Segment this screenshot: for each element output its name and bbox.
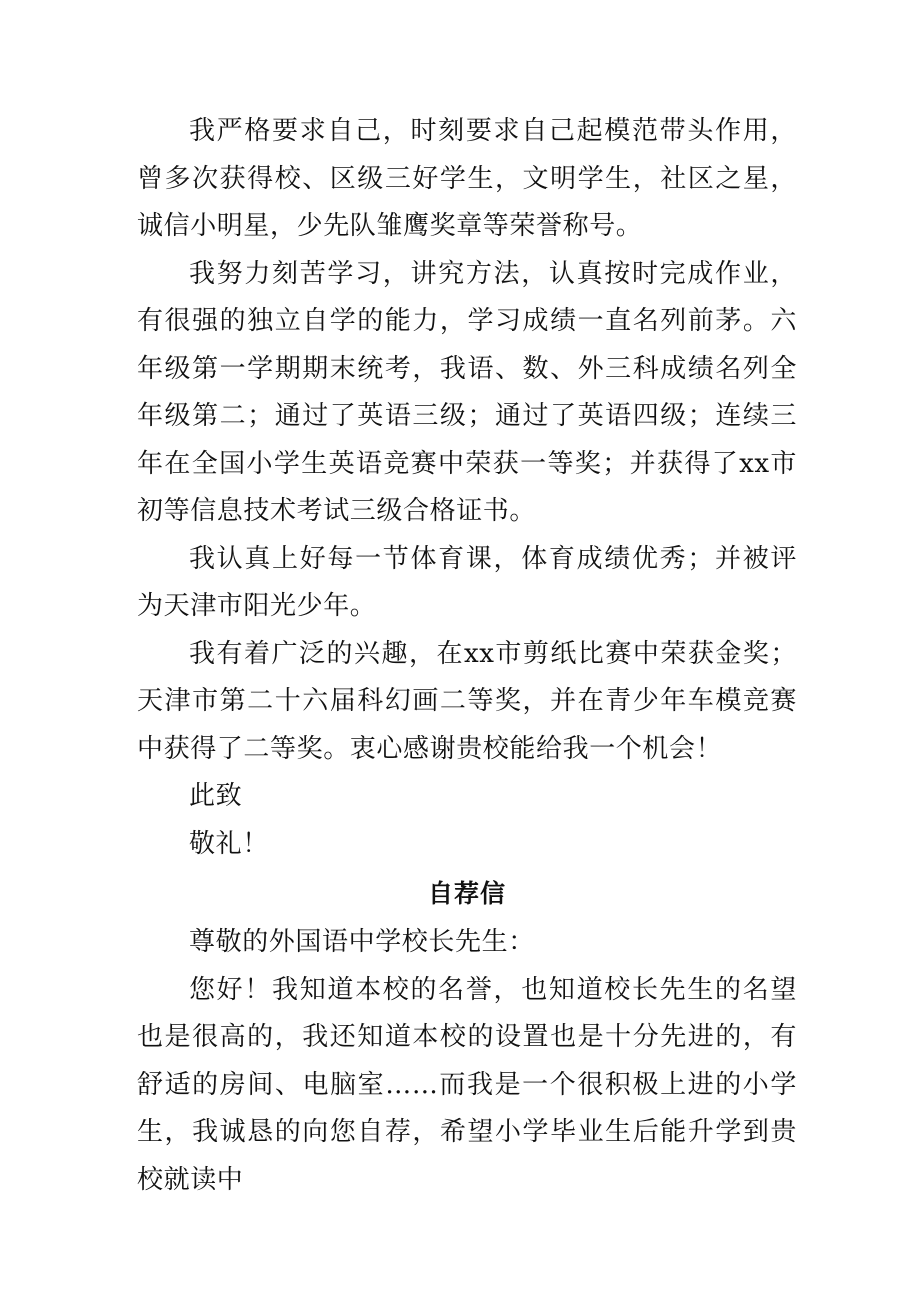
paragraph-study: 我努力刻苦学习，讲究方法，认真按时完成作业，有很强的独立自学的能力，学习成绩一直名列前茅。六年级第一学期期末统考，我语、数、外三科成绩名列全年级第二；通过了英语三级；通过了英语四级；连续三年在全国小学生英语竞赛中荣获一等奖；并获得了xx市初等信息技术考试三级合格证书。 [137,258,797,526]
closing-salutation: 此致 [189,781,243,811]
paragraph-honors: 我严格要求自己，时刻要求自己起模范带头作用，曾多次获得校、区级三好学生，文明学生，社区之星，诚信小明星，少先队雏鹰奖章等荣誉称号。 [137,116,797,241]
letter-greeting: 尊敬的外国语中学校长先生： [189,927,535,957]
paragraph-sports: 我认真上好每一节体育课，体育成绩优秀；并被评为天津市阳光少年。 [137,543,797,621]
closing-regards: 敬礼！ [189,828,269,859]
paragraph-interests: 我有着广泛的兴趣，在xx市剪纸比赛中荣获金奖；天津市第二十六届科幻画二等奖，并在青少年车模竞赛中获得了二等奖。衷心感谢贵校能给我一个机会！ [137,638,797,764]
paragraph-introduction: 您好！我知道本校的名誉，也知道校长先生的名望也是很高的，我还知道本校的设置也是十分先进的，有舒适的房间、电脑室……而我是一个很积极上进的小学生，我诚恳的向您自荐，希望小学毕业生后能升学到贵校就读中 [137,974,797,1195]
letter-title: 自荐信 [427,879,506,908]
document-body [137,108,797,1204]
